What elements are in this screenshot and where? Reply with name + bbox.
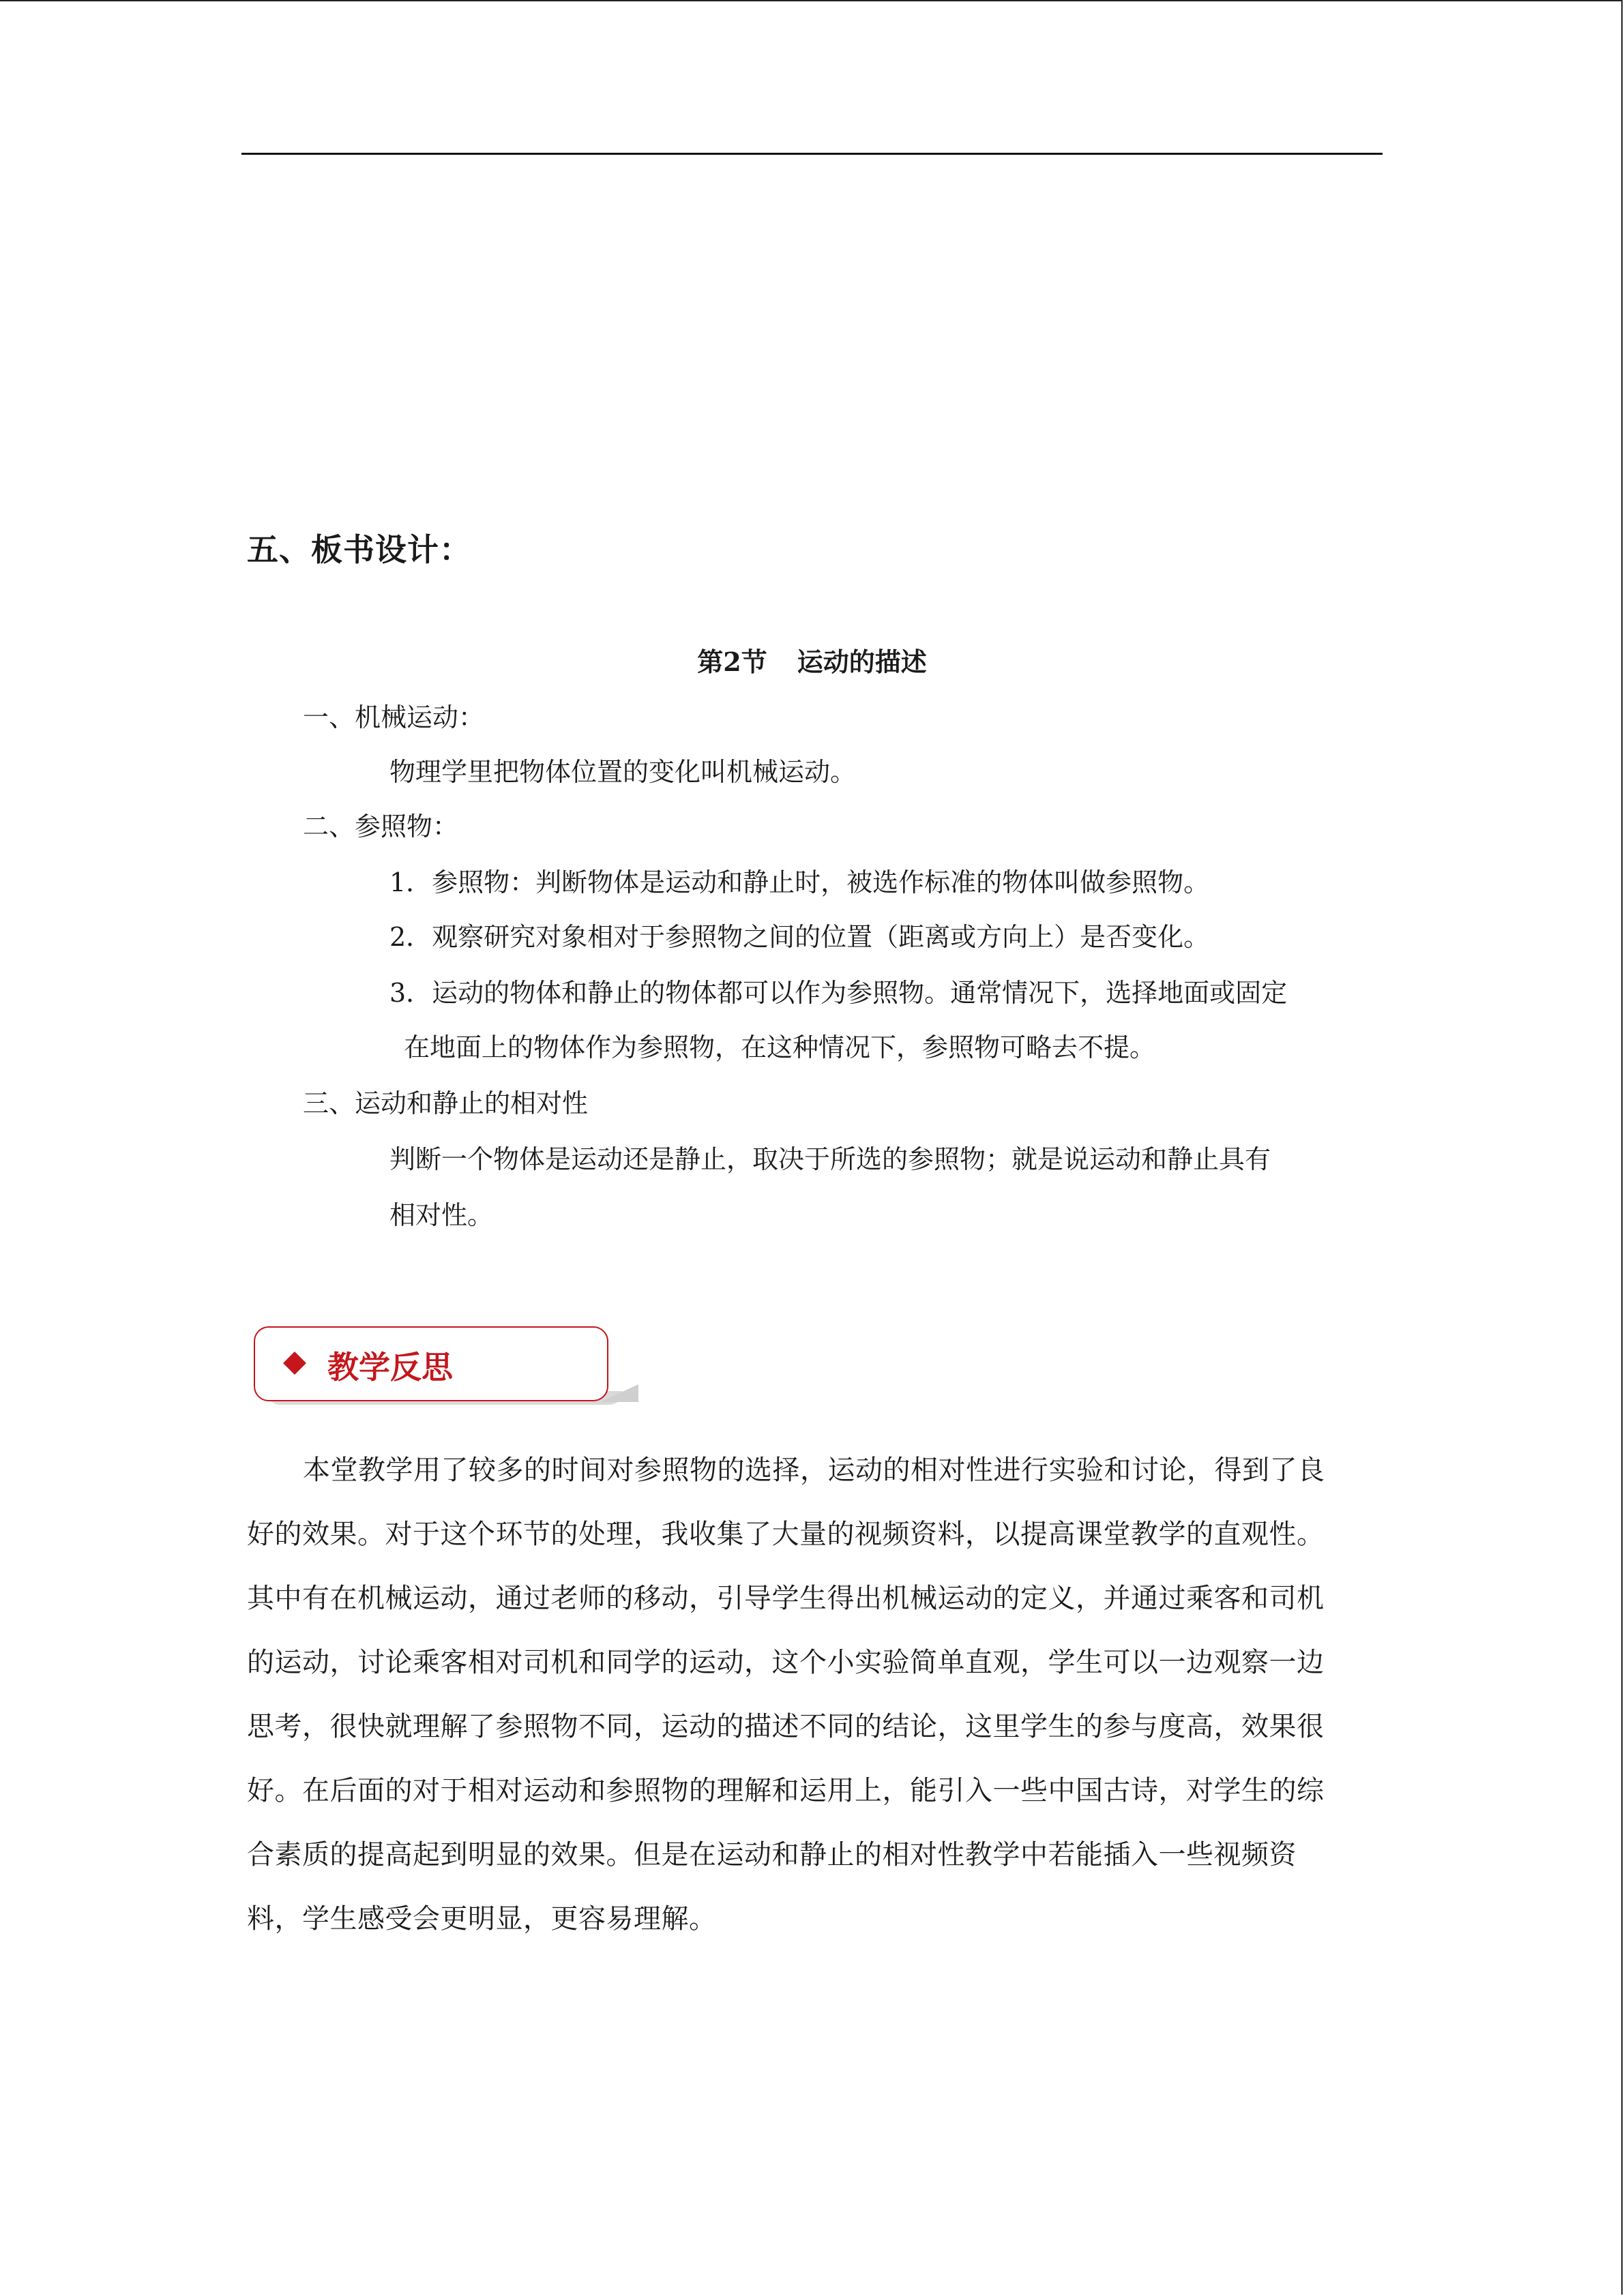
reflection-line: 其中有在机械运动，通过老师的移动，引导学生得出机械运动的定义，并通过乘客和司机 xyxy=(247,1583,1325,1614)
board-title-topic: 运动的描述 xyxy=(797,646,927,677)
board-title-section: 第2节 xyxy=(697,646,767,677)
board-title xyxy=(0,641,1624,679)
item2-point3-line2: 在地面上的物体作为参照物，在这种情况下，参照物可略去不提。 xyxy=(404,1032,1156,1062)
item3-heading: 三、运动和静止的相对性 xyxy=(303,1088,589,1118)
section-heading: 五、板书设计： xyxy=(247,531,471,568)
reflection-line: 料，学生感受会更明显，更容易理解。 xyxy=(247,1903,717,1935)
reflection-line: 好的效果。对于这个环节的处理，我收集了大量的视频资料，以提高课堂教学的直观性。 xyxy=(247,1519,1325,1550)
item1-text: 物理学里把物体位置的变化叫机械运动。 xyxy=(389,757,857,787)
item1-heading: 一、机械运动： xyxy=(303,702,485,732)
reflection-heading-label: 教学反思 xyxy=(327,1349,453,1386)
header-rule xyxy=(241,153,1383,155)
item2-point3-line1: 3．运动的物体和静止的物体都可以作为参照物。通常情况下，选择地面或固定 xyxy=(389,978,1288,1008)
item2-heading: 二、参照物： xyxy=(303,811,459,841)
item2-point2: 2．观察研究对象相对于参照物之间的位置（距离或方向上）是否变化。 xyxy=(389,922,1210,952)
reflection-line: 本堂教学用了较多的时间对参照物的选择，运动的相对性进行实验和讨论，得到了良 xyxy=(303,1455,1325,1486)
reflection-heading-box xyxy=(254,1326,608,1401)
item2-point1: 1．参照物：判断物体是运动和静止时，被选作标准的物体叫做参照物。 xyxy=(389,867,1210,897)
reflection-line: 的运动，讨论乘客相对司机和同学的运动，这个小实验简单直观，学生可以一边观察一边 xyxy=(247,1647,1325,1678)
item3-text-line1: 判断一个物体是运动还是静止，取决于所选的参照物；就是说运动和静止具有 xyxy=(389,1144,1271,1174)
item3-text-line2: 相对性。 xyxy=(389,1200,494,1230)
reflection-line: 好。在后面的对于相对运动和参照物的理解和运用上，能引入一些中国古诗，对学生的综 xyxy=(247,1775,1325,1806)
reflection-line: 合素质的提高起到明显的效果。但是在运动和静止的相对性教学中若能插入一些视频资 xyxy=(247,1839,1297,1870)
reflection-line: 思考，很快就理解了参照物不同，运动的描述不同的结论，这里学生的参与度高，效果很 xyxy=(247,1711,1325,1742)
diamond-icon xyxy=(283,1352,306,1375)
